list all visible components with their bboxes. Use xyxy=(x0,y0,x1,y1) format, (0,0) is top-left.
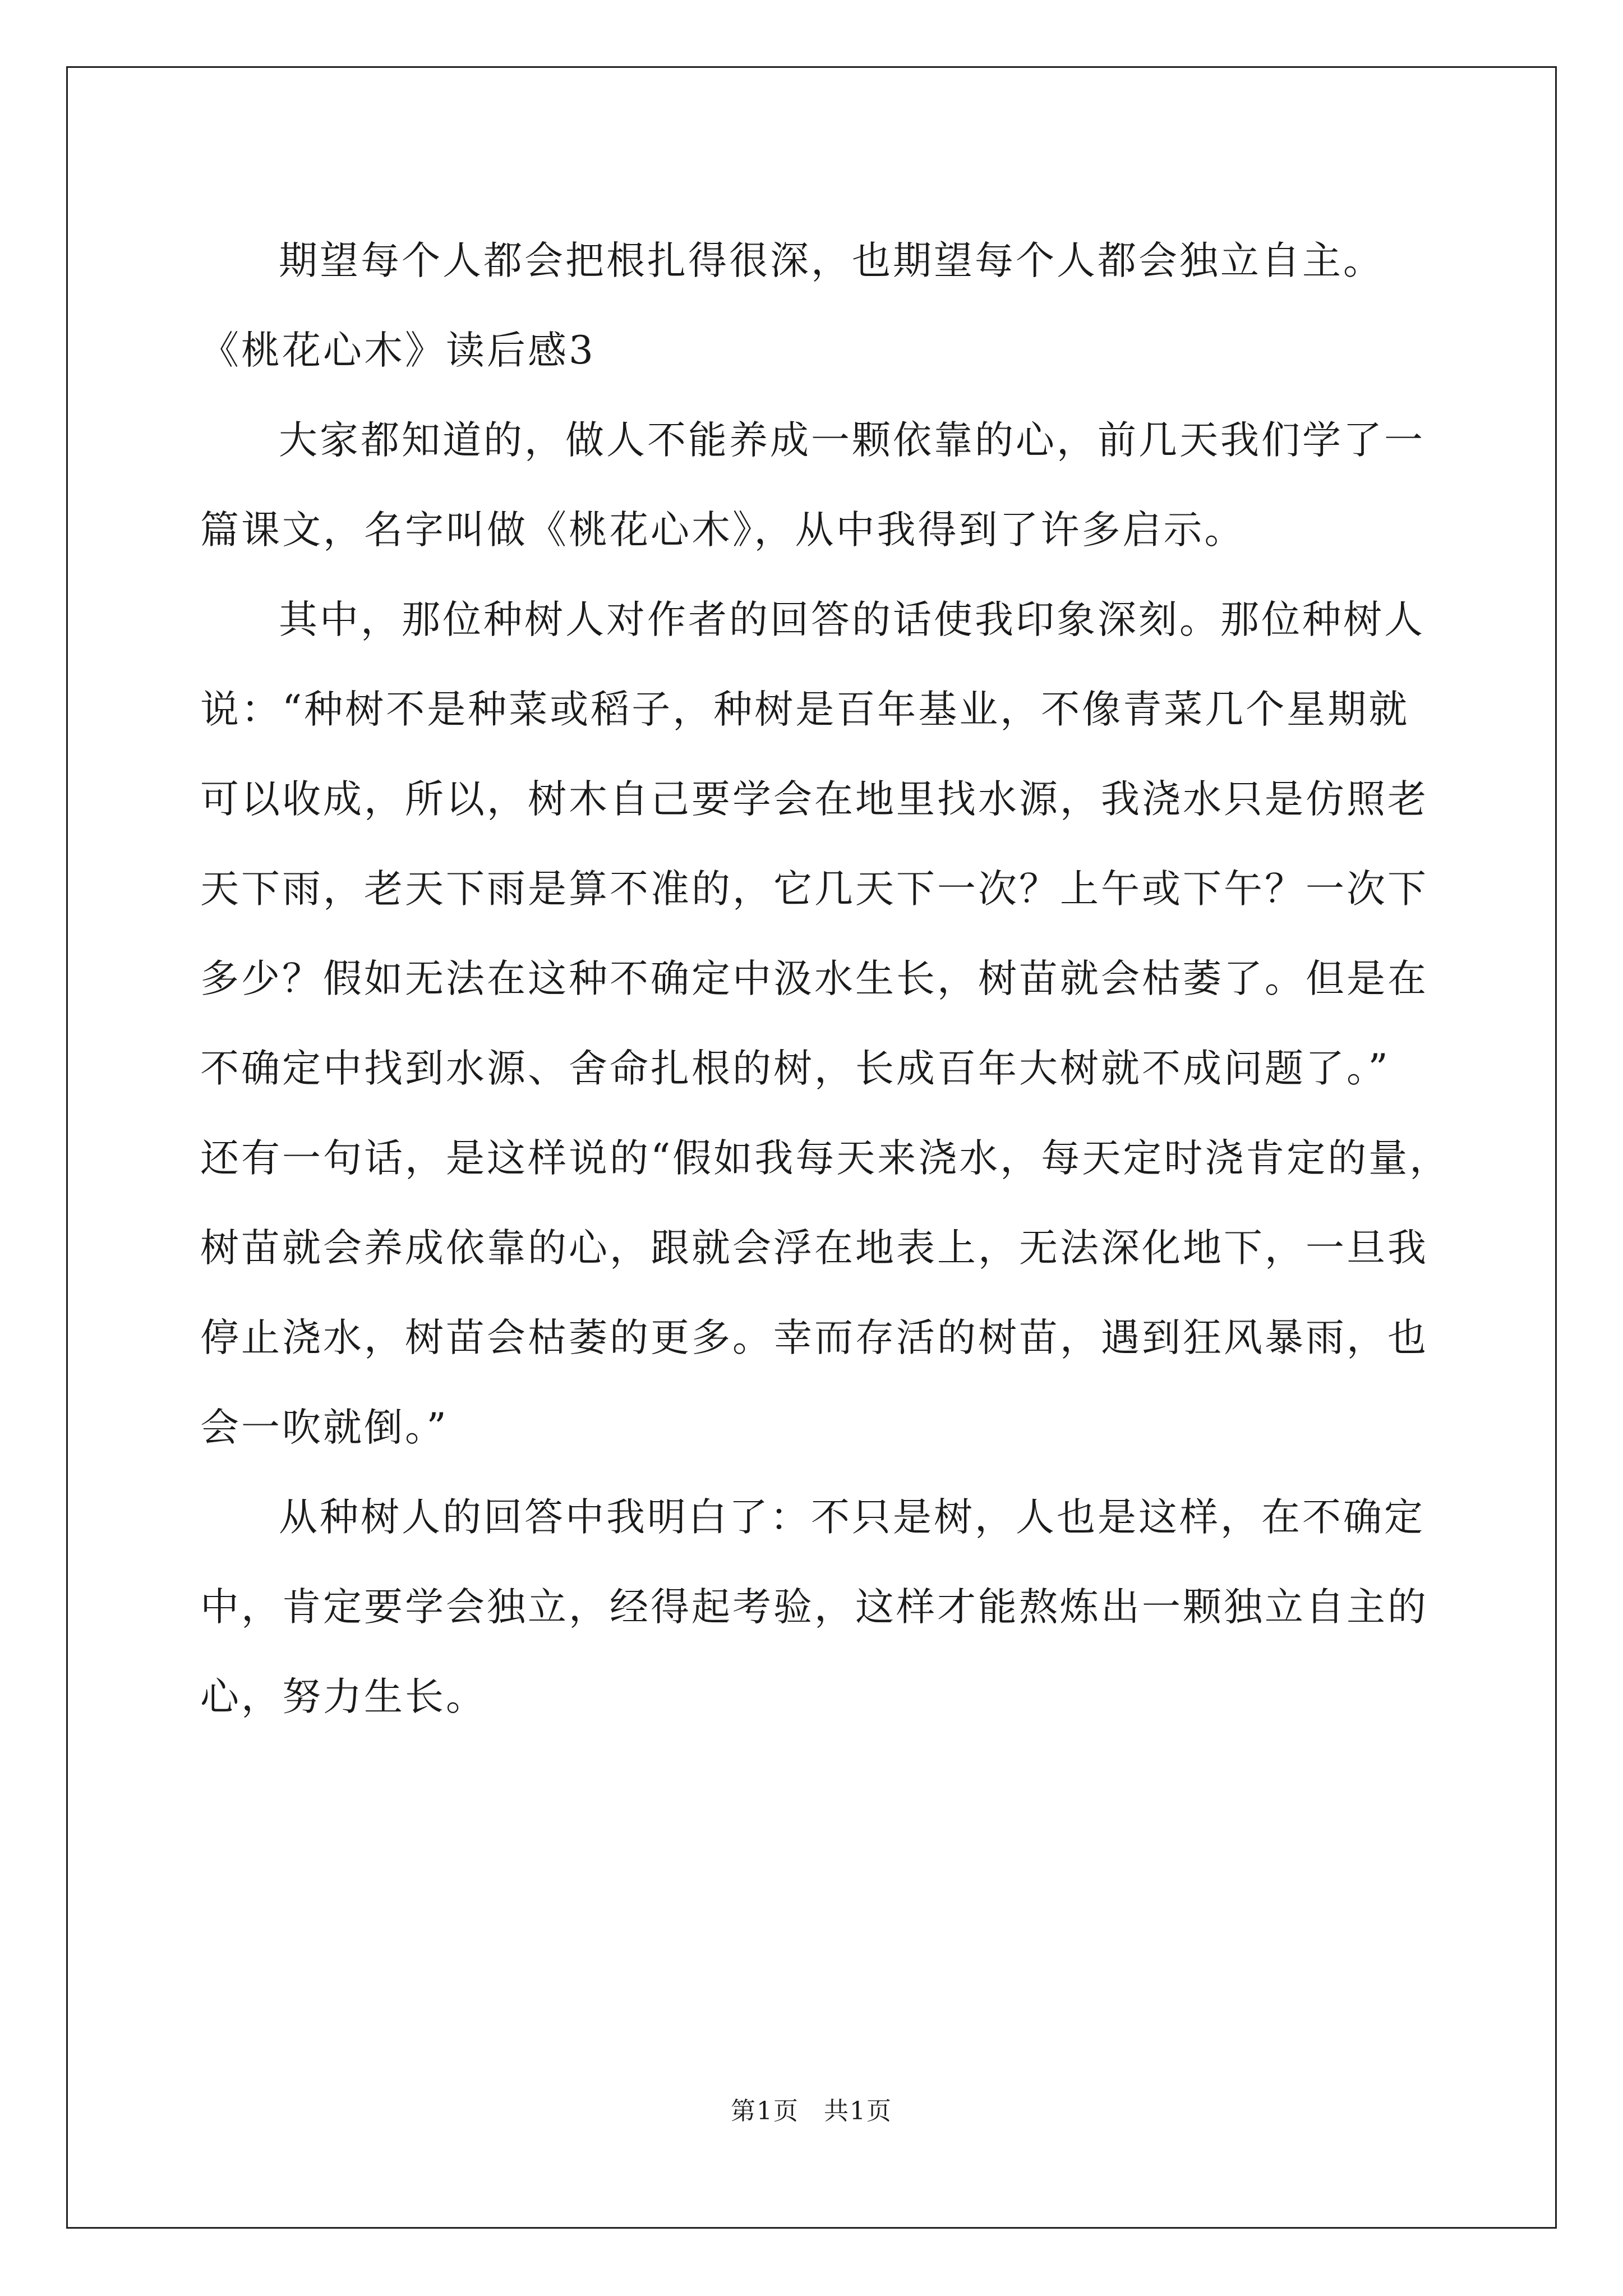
document-body xyxy=(200,216,1451,1742)
text-line: 其中，那位种树人对作者的回答的话使我印象深刻。那位种树人 xyxy=(279,597,1425,642)
text-line: 不确定中找到水源、舍命扎根的树，长成百年大树就不成问题了。” xyxy=(200,1046,1390,1091)
text-line: 篇课文，名字叫做《桃花心木》，从中我得到了许多启示。 xyxy=(200,508,1246,553)
page-footer xyxy=(0,2091,1623,2127)
text-line: 树苗就会养成依靠的心，跟就会浮在地表上，无法深化地下，一旦我 xyxy=(200,1226,1428,1271)
text-line: 天下雨，老天下雨是算不准的，它几天下一次？上午或下午？一次下 xyxy=(200,867,1428,912)
text-line: 大家都知道的，做人不能养成一颗依靠的心，前几天我们学了一 xyxy=(279,418,1425,463)
text-line: 心，努力生长。 xyxy=(200,1674,487,1719)
page-number: 第1页 xyxy=(731,2097,799,2125)
text-line: 还有一句话，是这样说的“假如我每天来浇水，每天定时浇肯定的量， xyxy=(200,1136,1451,1181)
text-line: 可以收成，所以，树木自己要学会在地里找水源，我浇水只是仿照老 xyxy=(200,777,1428,822)
section-title: 《桃花心木》读后感3 xyxy=(200,328,596,373)
text-line: 多少？假如无法在这种不确定中汲水生长，树苗就会枯萎了。但是在 xyxy=(200,956,1428,1001)
text-line: 说：“种树不是种菜或稻子，种树是百年基业，不像青菜几个星期就 xyxy=(200,687,1410,732)
text-line: 停止浇水，树苗会枯萎的更多。幸而存活的树苗，遇到狂风暴雨，也 xyxy=(200,1315,1428,1360)
text-line: 中，肯定要学会独立，经得起考验，这样才能熬炼出一颗独立自主的 xyxy=(200,1585,1428,1630)
text-line: 会一吹就倒。” xyxy=(200,1405,449,1450)
page-total: 共1页 xyxy=(824,2097,892,2125)
text-line: 期望每个人都会把根扎得很深，也期望每个人都会独立自主。 xyxy=(279,238,1384,283)
text-line: 从种树人的回答中我明白了：不只是树，人也是这样，在不确定 xyxy=(279,1495,1425,1540)
